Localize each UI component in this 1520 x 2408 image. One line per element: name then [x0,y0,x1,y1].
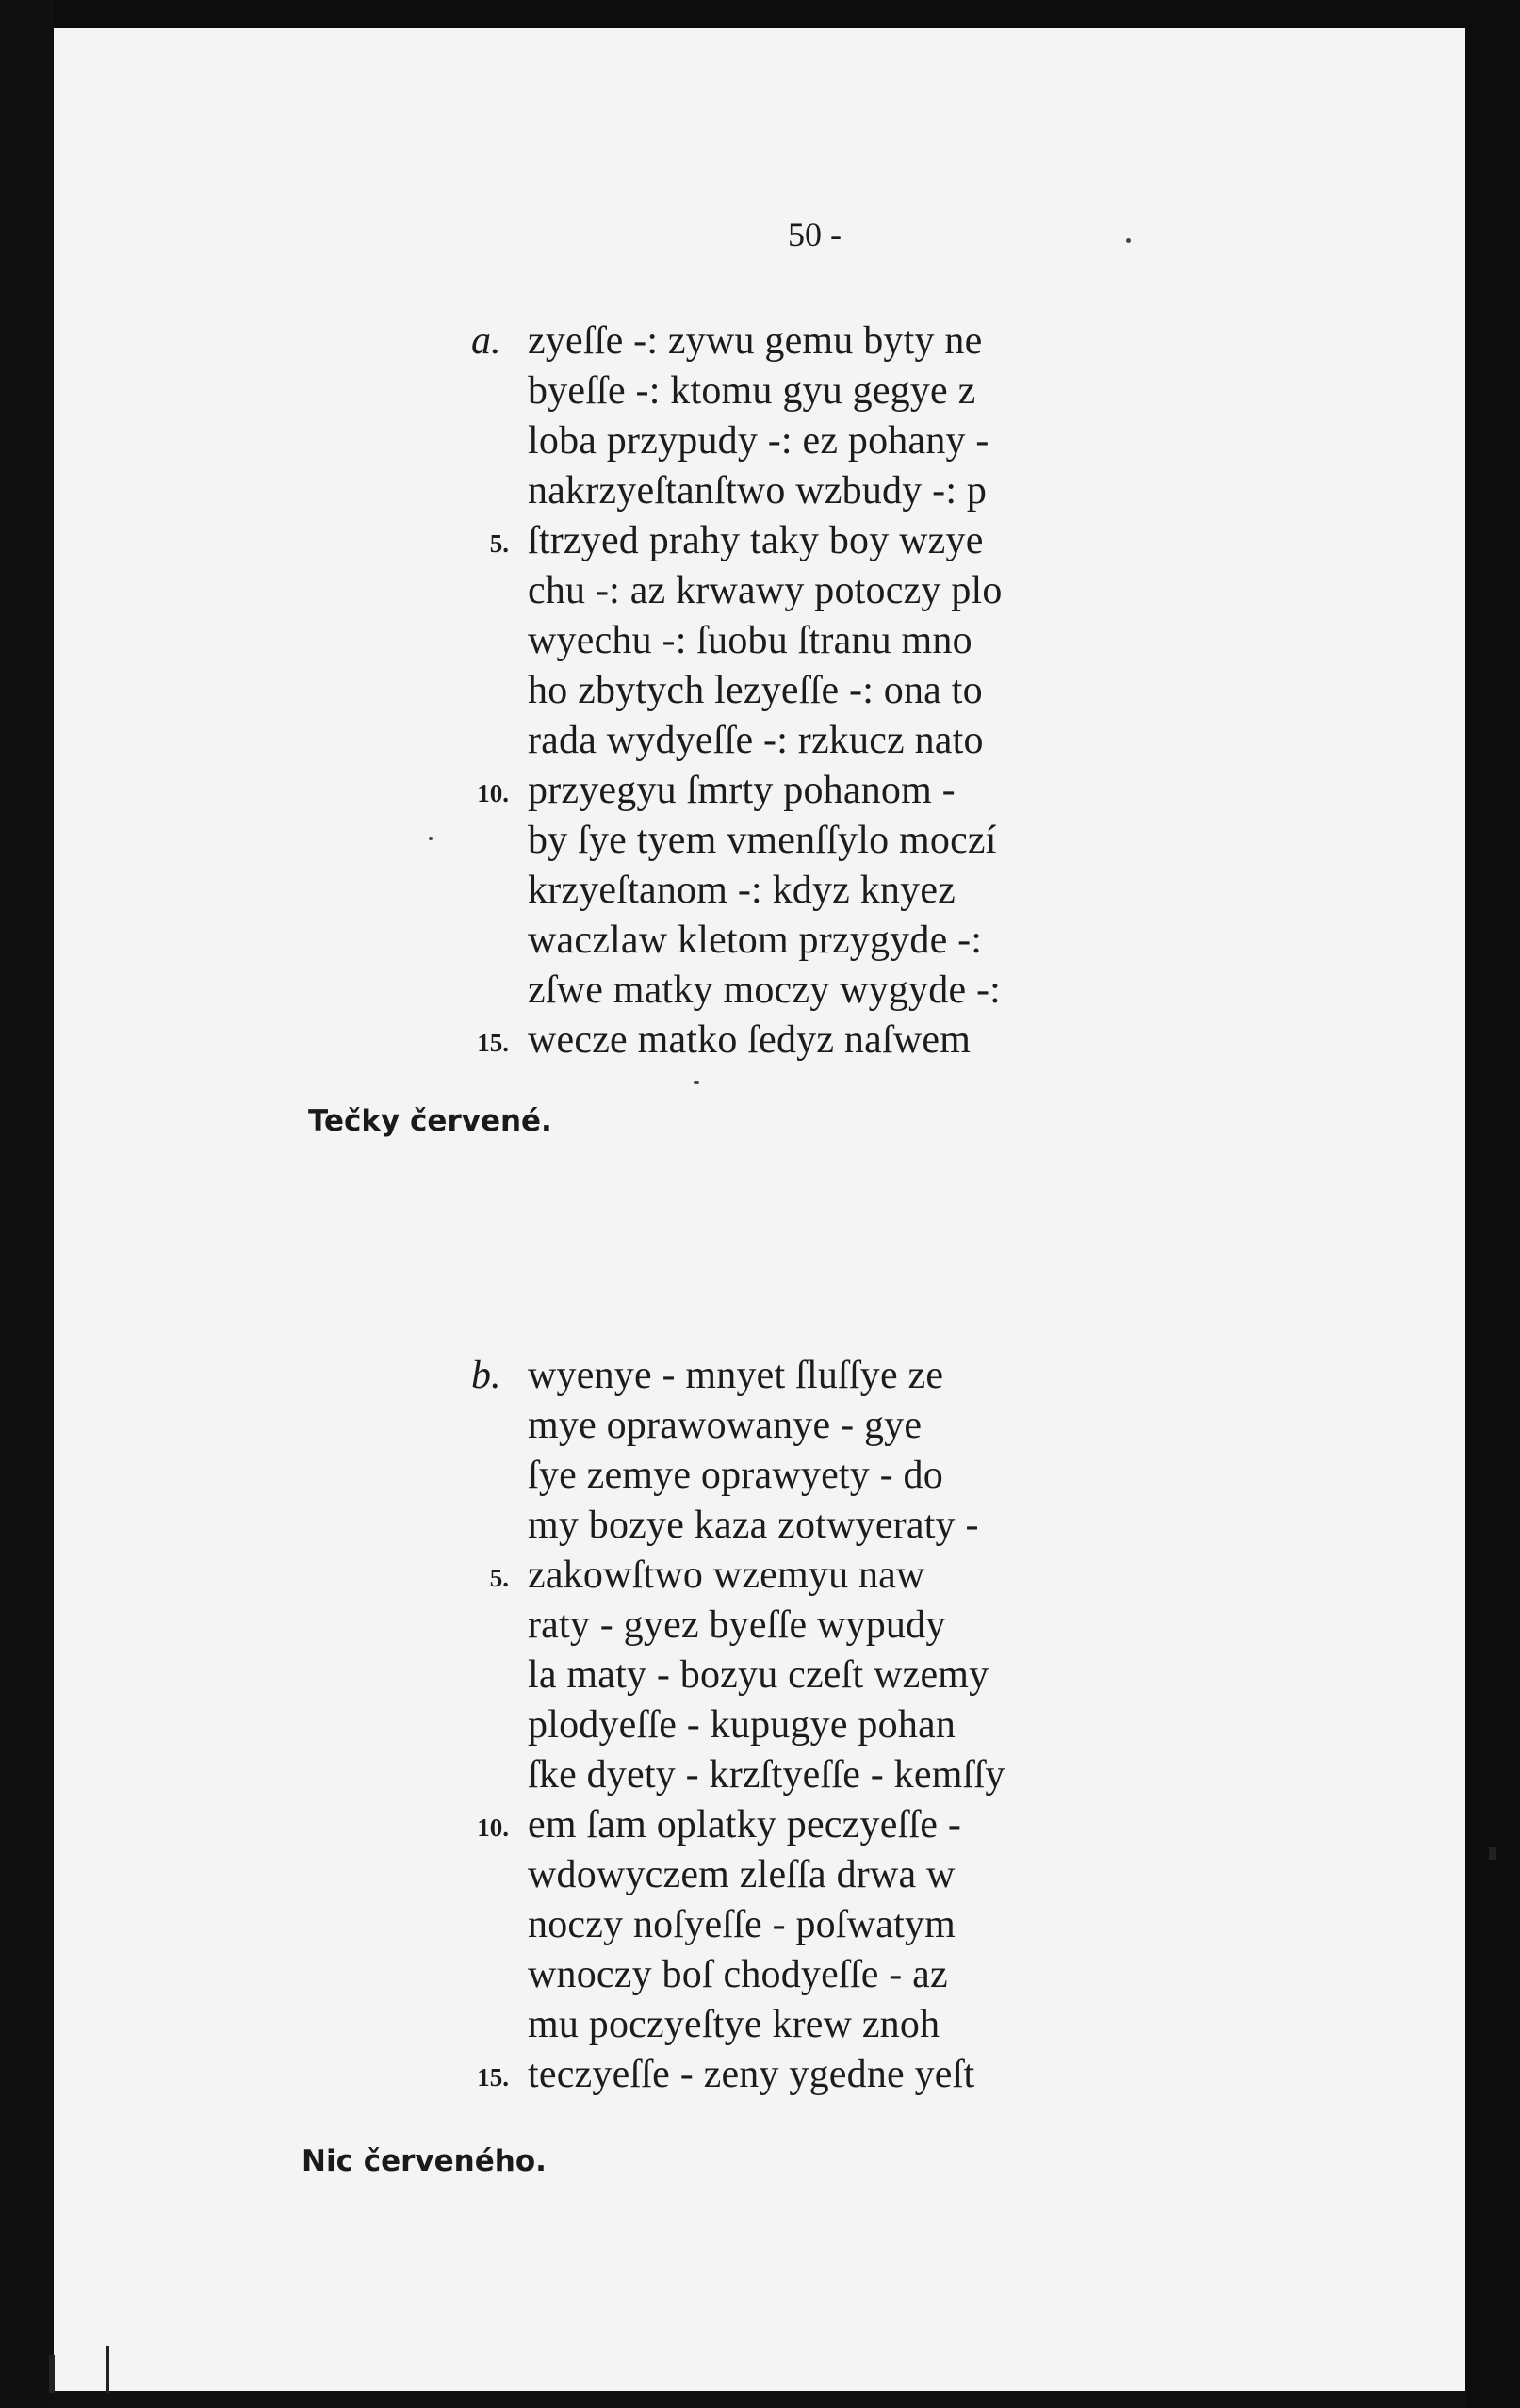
passage-b-line: raty - gyez byeſſe wypudy [528,1603,946,1647]
passage-b-line: ſke dyety - krzſtyeſſe - kemſſy [528,1753,1005,1797]
passage-b-line: my bozye kaza zotwyeraty - [528,1504,979,1547]
passage-a-line: ſtrzyed prahy taky boy wzye [528,519,984,562]
passage-a-line: zyeſſe -: zywu gemu byty ne [528,319,983,363]
line-number: 5. [489,1564,509,1592]
passage-b-note: Nic červeného. [302,2144,547,2178]
passage-a-line: zſwe matky moczy wygyde -: [528,968,1002,1012]
passage-b-line: mye oprawowanye - gye [528,1404,923,1447]
scan-right-border [1465,0,1520,2408]
passage-a-marker: a. [471,319,501,363]
edge-mark [1489,1847,1496,1860]
passage-b-line: wnoczy boſ chodyeſſe - az [528,1953,948,1996]
passage-a-line: nakrzyeſtanſtwo wzbudy -: p [528,469,988,513]
line-number: 15. [477,1029,509,1057]
passage-b-line: mu poczyeſtye krew znoh [528,2003,940,2046]
passage-b-line: la maty - bozyu czeſt wzemy [528,1653,989,1697]
line-number: 10. [477,779,509,807]
passage-a-note: Tečky červené. [308,1104,552,1138]
passage-a-line: by ſye tyem vmenſſylo moczí [528,819,997,862]
speck [1126,238,1131,243]
speck [694,1081,699,1084]
passage-b-line: noczy noſyeſſe - poſwatym [528,1903,956,1946]
passage-a-line: chu -: az krwawy potoczy plo [528,569,1003,612]
page-number: 50 - [788,216,842,253]
speck [429,837,433,840]
passage-a-line: byeſſe -: ktomu gyu gegye z [528,369,976,413]
line-number: 10. [477,1814,509,1842]
passage-b-line: ſye zemye oprawyety - do [528,1454,943,1497]
scan-bottom-border [54,2391,1465,2408]
passage-a-line: przyegyu ſmrty pohanom - [528,769,956,812]
passage-a-line: wecze matko ſedyz naſwem [528,1018,972,1062]
passage-a-line: wyechu -: ſuobu ſtranu mno [528,619,972,662]
line-number: 15. [477,2063,509,2091]
passage-b-line: em ſam oplatky peczyeſſe - [528,1803,962,1847]
passage-a-line: loba przypudy -: ez pohany - [528,419,989,463]
passage-a-line: ho zbytych lezyeſſe -: ona to [528,669,983,712]
passage-a-line: krzyeſtanom -: kdyz knyez [528,869,956,912]
passage-b-line: zakowſtwo wzemyu naw [528,1554,925,1597]
edge-mark [106,2346,109,2393]
passage-b-line: plodyeſſe - kupugye pohan [528,1703,956,1747]
passage-a-line: waczlaw kletom przygyde -: [528,919,983,962]
passage-b-line: wyenye - mnyet ſluſſye ze [528,1354,944,1397]
passage-b-line: teczyeſſe - zeny ygedne yeſt [528,2053,975,2096]
line-number: 5. [489,529,509,558]
passage-b-line: wdowyczem zleſſa drwa w [528,1853,956,1896]
passage-a-line: rada wydyeſſe -: rzkucz nato [528,719,984,762]
scan-left-border [0,0,54,2408]
passage-b-marker: b. [471,1354,501,1397]
edge-mark [49,2355,55,2393]
